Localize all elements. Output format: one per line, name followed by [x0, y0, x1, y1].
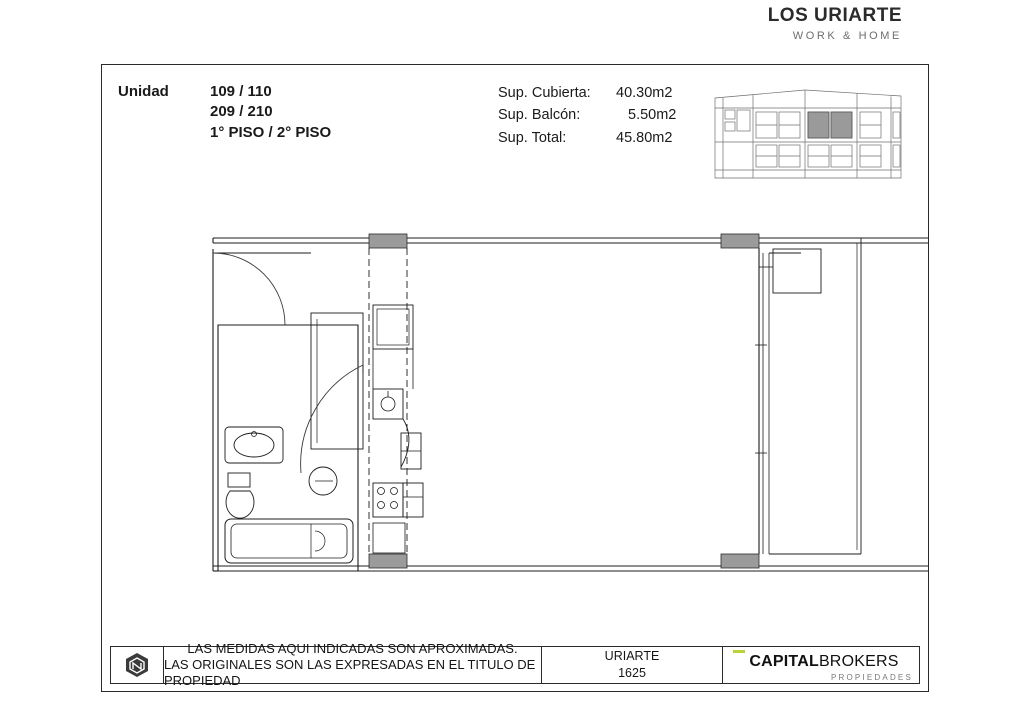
unit-numbers-floor2: 209 / 210	[210, 103, 273, 121]
keyplan-diagram	[709, 82, 907, 188]
broker-name	[749, 653, 898, 671]
area-value-cubierta: 40.30m2	[616, 85, 673, 101]
broker-subtitle: PROPIEDADES	[831, 673, 913, 682]
footer-title-block	[110, 640, 920, 689]
area-label-cubierta: Sup. Cubierta:	[498, 85, 591, 101]
area-value-total: 45.80m2	[616, 129, 673, 146]
area-label-balcon: Sup. Balcón:	[498, 107, 581, 124]
footer-address	[542, 647, 723, 683]
area-row-cubierta	[498, 82, 704, 104]
unit-info-block	[118, 82, 331, 143]
broker-accent-mark	[733, 650, 745, 653]
hexagon-logo-icon	[123, 651, 151, 679]
footer-broker-logo	[723, 647, 919, 683]
unit-row-1	[118, 82, 331, 102]
brand-title-los: LOS	[767, 5, 815, 26]
area-label-total: Sup. Total:	[498, 129, 567, 146]
unit-numbers-floor1: 109 / 110	[210, 83, 272, 100]
areas-block	[498, 82, 704, 149]
unit-label: Unidad	[118, 83, 169, 100]
disclaimer-line-2: LAS ORIGINALES SON LAS EXPRESADAS EN EL TITULO DE PROPIEDAD	[164, 656, 536, 689]
keyplan-highlighted-unit	[808, 112, 852, 138]
brand-title	[768, 6, 902, 27]
area-value-balcon: 5.50m2	[628, 107, 677, 124]
broker-name-light: BROKERS	[818, 653, 899, 670]
broker-name-bold: CAPITAL	[749, 653, 819, 670]
developer-logo	[111, 647, 164, 683]
unit-floors: 1° PISO / 2° PISO	[210, 123, 332, 141]
disclaimer-line-1: LAS MEDIDAS AQUI INDICADAS SON APROXIMADAS.	[187, 640, 518, 656]
brand-subtitle: WORK & HOME	[792, 29, 902, 42]
area-row-total	[498, 127, 704, 149]
brand-title-uriarte: URIARTE	[814, 5, 902, 26]
footer-disclaimer	[164, 640, 542, 689]
address-street: URIARTE	[604, 649, 660, 664]
floor-plan-drawing	[101, 205, 929, 625]
area-row-balcon	[498, 104, 704, 126]
address-number: 1625	[618, 666, 646, 680]
brand-header	[768, 6, 902, 42]
